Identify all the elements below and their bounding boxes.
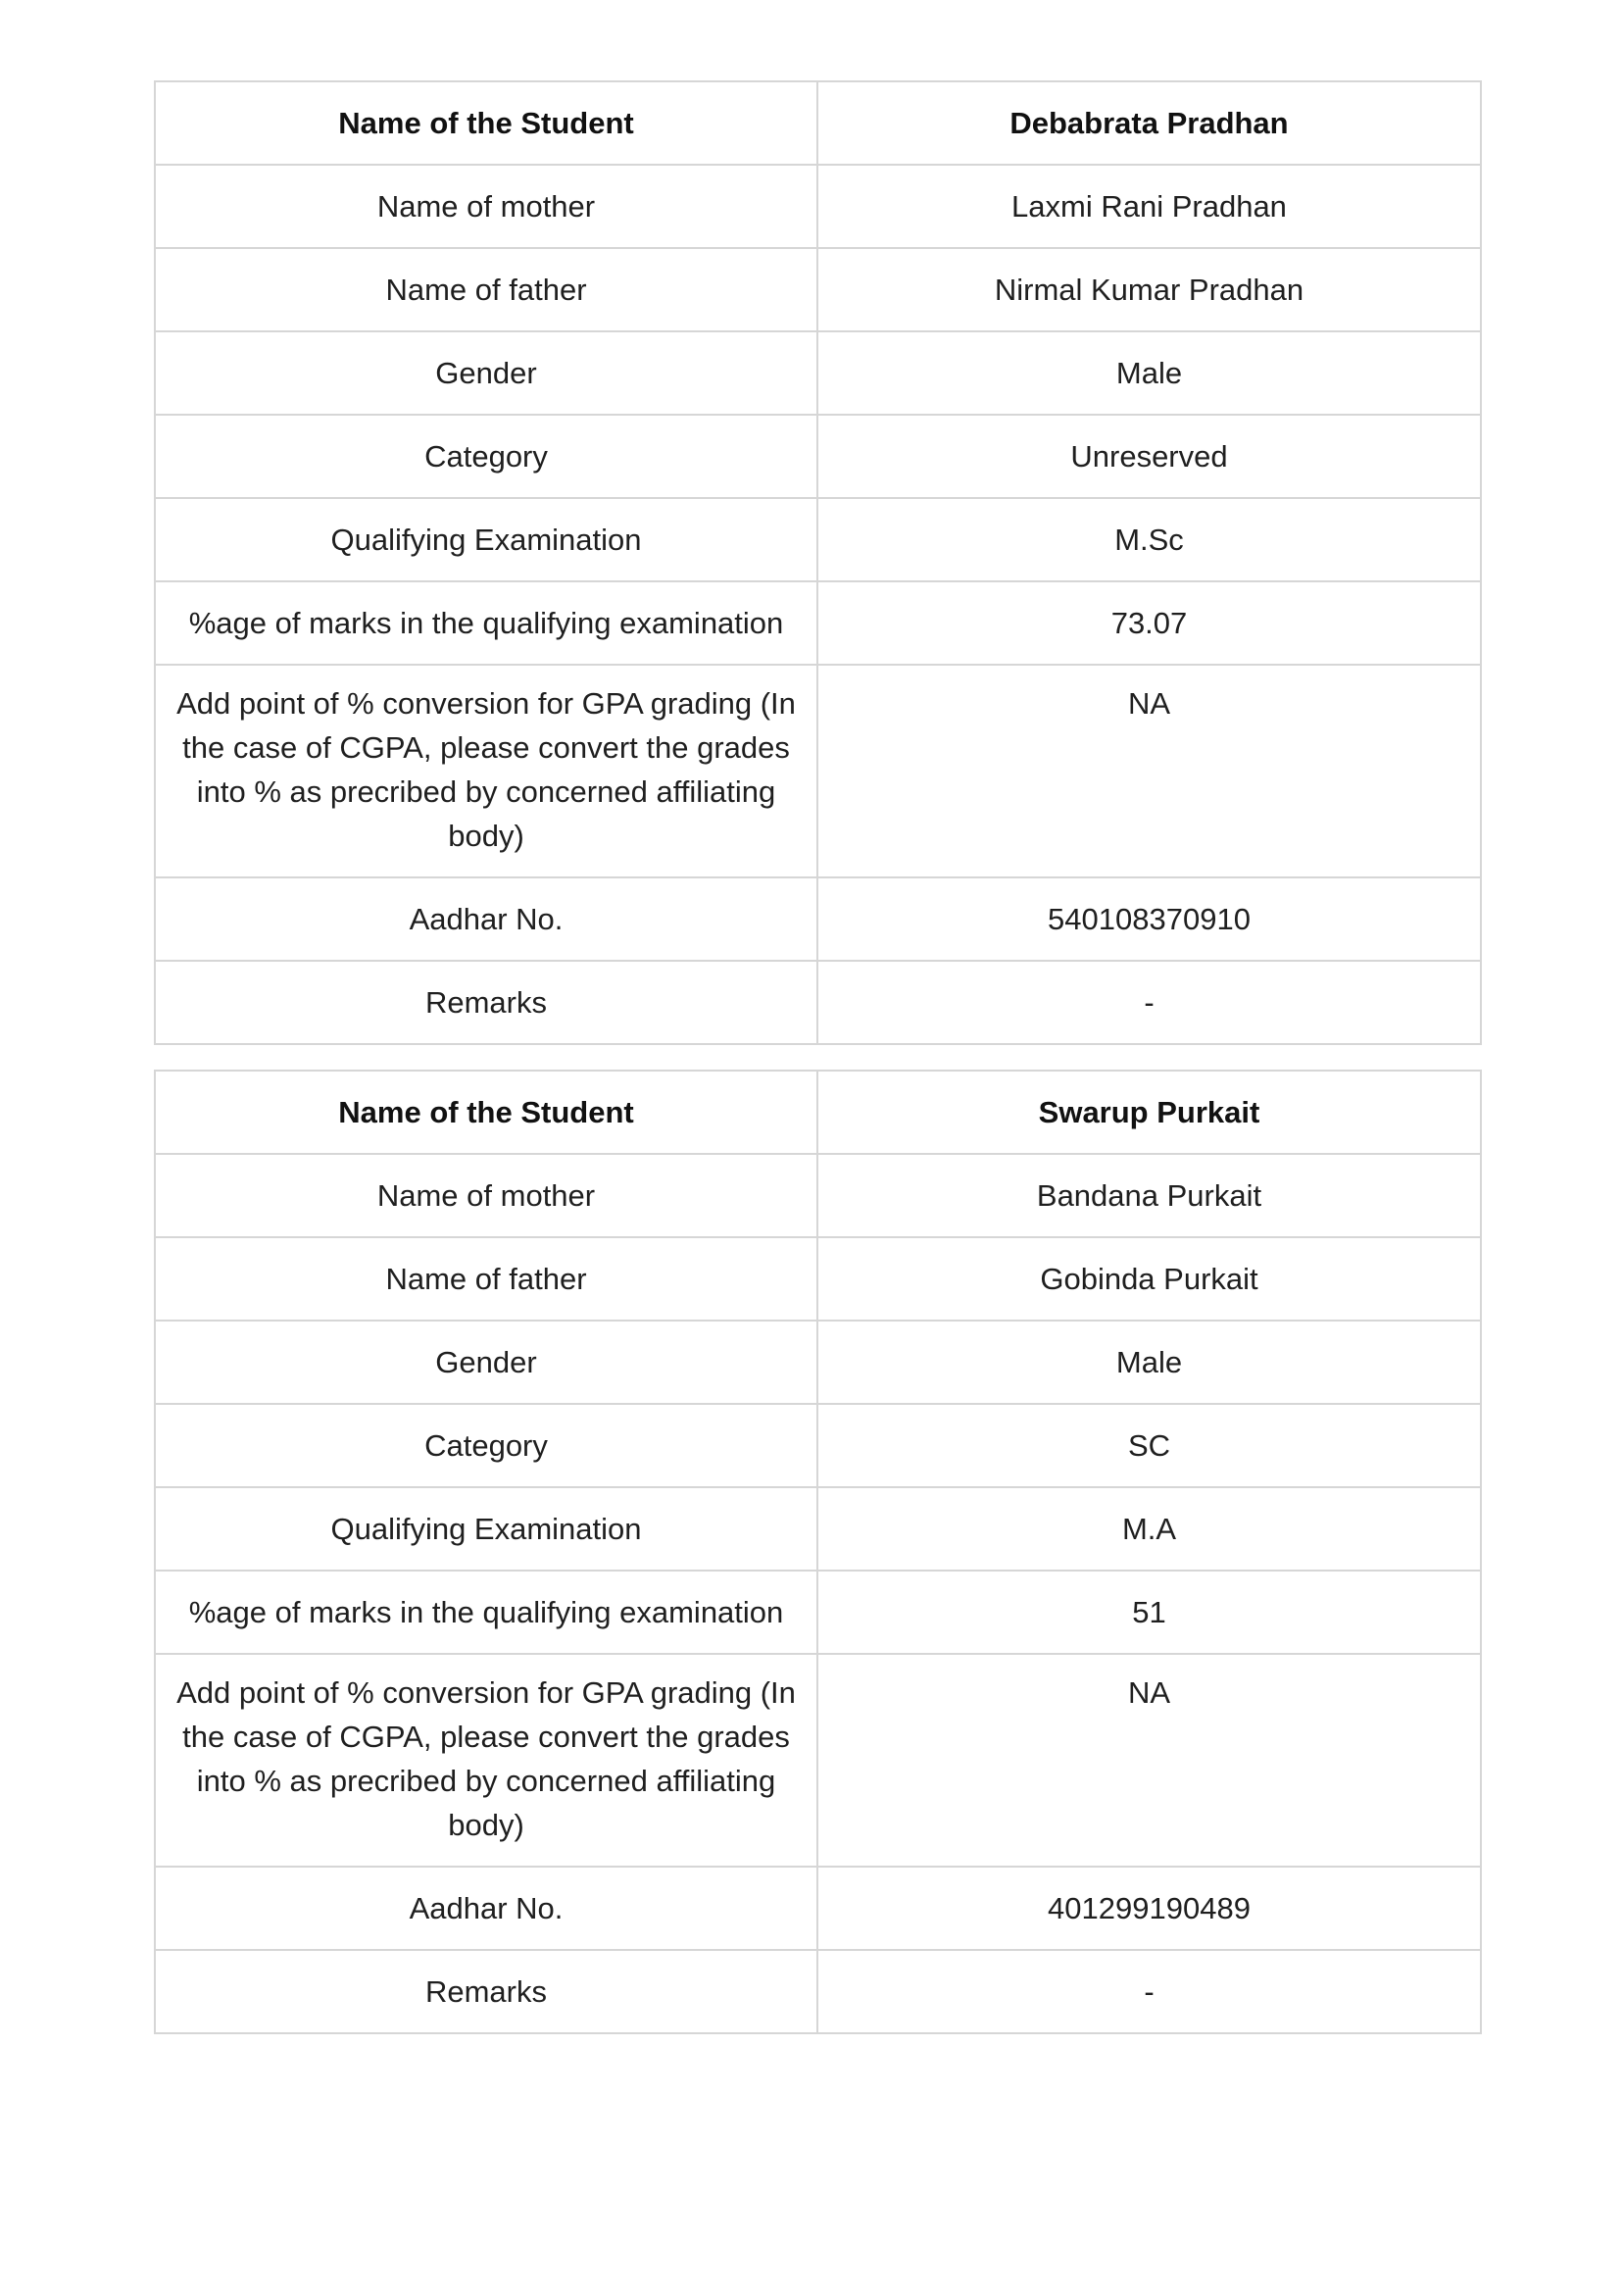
- field-value: -: [817, 1950, 1481, 2033]
- field-value: Laxmi Rani Pradhan: [817, 165, 1481, 248]
- field-value: 401299190489: [817, 1867, 1481, 1950]
- field-label: Qualifying Examination: [155, 1487, 817, 1571]
- field-value: -: [817, 961, 1481, 1044]
- field-value: Male: [817, 1321, 1481, 1404]
- field-label: Add point of % conversion for GPA grading (In the case of CGPA, please convert the grades into % as precribed by concerned affiliating body): [155, 1654, 817, 1867]
- table-row: [155, 1571, 1481, 1654]
- field-value: NA: [817, 1654, 1481, 1867]
- field-label: Name of father: [155, 248, 817, 331]
- table-row: [155, 665, 1481, 877]
- field-value: Unreserved: [817, 415, 1481, 498]
- field-label: Category: [155, 1404, 817, 1487]
- field-label: Name of the Student: [155, 81, 817, 165]
- field-value: NA: [817, 665, 1481, 877]
- field-value: Gobinda Purkait: [817, 1237, 1481, 1321]
- field-value: M.Sc: [817, 498, 1481, 581]
- field-value: 73.07: [817, 581, 1481, 665]
- table-row: [155, 248, 1481, 331]
- field-label: Aadhar No.: [155, 1867, 817, 1950]
- field-label: Name of mother: [155, 1154, 817, 1237]
- table-row: [155, 1654, 1481, 1867]
- student-record-table: [154, 80, 1482, 1045]
- table-row: [155, 1321, 1481, 1404]
- field-value: Nirmal Kumar Pradhan: [817, 248, 1481, 331]
- table-row: [155, 415, 1481, 498]
- table-row: [155, 961, 1481, 1044]
- field-value: SC: [817, 1404, 1481, 1487]
- field-label: Gender: [155, 1321, 817, 1404]
- field-label: %age of marks in the qualifying examination: [155, 1571, 817, 1654]
- field-value: 540108370910: [817, 877, 1481, 961]
- table-row: [155, 581, 1481, 665]
- field-label: Category: [155, 415, 817, 498]
- field-label: Name of the Student: [155, 1071, 817, 1154]
- table-row: [155, 1404, 1481, 1487]
- table-row: [155, 1867, 1481, 1950]
- table-row: [155, 1071, 1481, 1154]
- table-row: [155, 81, 1481, 165]
- table-row: [155, 498, 1481, 581]
- field-value: Male: [817, 331, 1481, 415]
- student-name: Swarup Purkait: [817, 1071, 1481, 1154]
- field-value: M.A: [817, 1487, 1481, 1571]
- table-row: [155, 165, 1481, 248]
- table-row: [155, 331, 1481, 415]
- table-row: [155, 1487, 1481, 1571]
- table-row: [155, 1950, 1481, 2033]
- table-row: [155, 1237, 1481, 1321]
- field-label: Name of father: [155, 1237, 817, 1321]
- table-row: [155, 877, 1481, 961]
- field-label: Qualifying Examination: [155, 498, 817, 581]
- table-row: [155, 1154, 1481, 1237]
- student-record-table: [154, 1070, 1482, 2034]
- field-label: Add point of % conversion for GPA grading (In the case of CGPA, please convert the grades into % as precribed by concerned affiliating body): [155, 665, 817, 877]
- field-label: Remarks: [155, 961, 817, 1044]
- field-label: Gender: [155, 331, 817, 415]
- field-value: Bandana Purkait: [817, 1154, 1481, 1237]
- field-value: 51: [817, 1571, 1481, 1654]
- field-label: Remarks: [155, 1950, 817, 2033]
- field-label: Name of mother: [155, 165, 817, 248]
- field-label: %age of marks in the qualifying examination: [155, 581, 817, 665]
- student-name: Debabrata Pradhan: [817, 81, 1481, 165]
- field-label: Aadhar No.: [155, 877, 817, 961]
